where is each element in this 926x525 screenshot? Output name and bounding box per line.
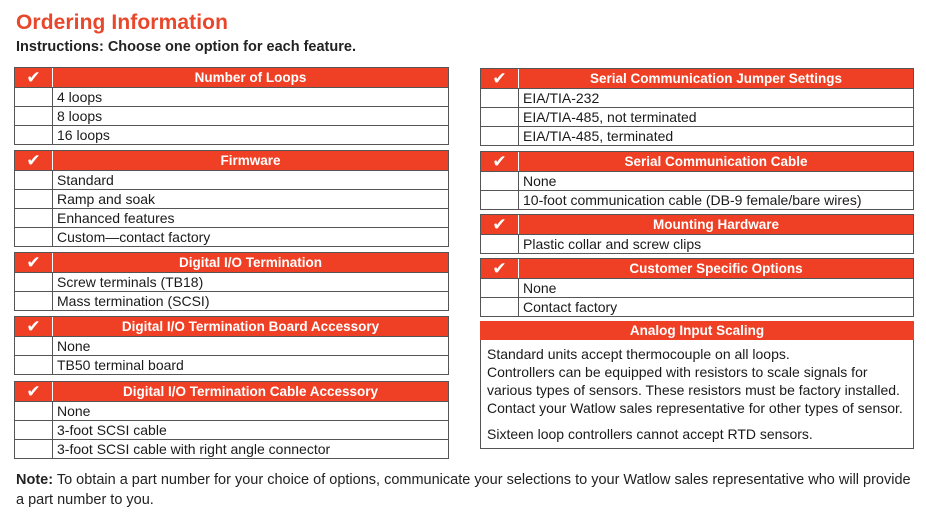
- option-label: TB50 terminal board: [57, 357, 184, 373]
- option-row[interactable]: [481, 278, 913, 297]
- option-label: EIA/TIA-232: [523, 90, 600, 106]
- option-row[interactable]: [15, 420, 448, 439]
- instructions-text: Instructions: Choose one option for each feature.: [16, 39, 356, 55]
- option-label: Screw terminals (TB18): [57, 274, 204, 290]
- option-label: 16 loops: [57, 127, 110, 143]
- option-row[interactable]: [15, 189, 448, 208]
- scaling-text: Sixteen loop controllers cannot accept RTD sensors.: [487, 426, 813, 442]
- check-icon: ✔: [15, 151, 53, 170]
- option-row[interactable]: [481, 234, 913, 253]
- option-label: None: [523, 173, 557, 189]
- option-label: 3-foot SCSI cable with right angle connector: [57, 441, 331, 457]
- checkbox[interactable]: [15, 292, 53, 310]
- check-icon: ✔: [15, 68, 53, 87]
- option-label: Mass termination (SCSI): [57, 293, 210, 309]
- option-row[interactable]: [481, 126, 913, 145]
- table-heading: Mounting Hardware: [652, 217, 779, 232]
- table-heading: Firmware: [220, 153, 281, 168]
- option-row[interactable]: [15, 272, 448, 291]
- option-row[interactable]: [15, 355, 448, 374]
- note-text: To obtain a part number for your choice of options, communicate your selections to your Watlow sales representative who will provide a part number to you.: [16, 472, 911, 508]
- checkbox[interactable]: [15, 228, 53, 246]
- check-icon: ✔: [15, 253, 53, 272]
- checkbox[interactable]: [481, 279, 519, 297]
- checkbox[interactable]: [15, 440, 53, 458]
- option-row[interactable]: [15, 291, 448, 310]
- option-row[interactable]: [15, 170, 448, 189]
- table-heading: Serial Communication Cable: [624, 154, 808, 169]
- checkbox[interactable]: [15, 356, 53, 374]
- table-heading: Digital I/O Termination Board Accessory: [121, 319, 380, 334]
- table-heading: Analog Input Scaling: [480, 321, 914, 340]
- option-label: None: [57, 403, 91, 419]
- option-row[interactable]: [481, 107, 913, 126]
- table-cable-accessory: [14, 381, 449, 459]
- option-row[interactable]: [481, 297, 913, 316]
- checkbox[interactable]: [15, 209, 53, 227]
- analog-input-scaling-panel: [480, 321, 914, 449]
- option-row[interactable]: [15, 208, 448, 227]
- option-row[interactable]: [481, 88, 913, 107]
- option-label: EIA/TIA-485, terminated: [523, 128, 674, 144]
- table-heading: Digital I/O Termination: [178, 255, 322, 270]
- table-heading: Serial Communication Jumper Settings: [589, 71, 843, 86]
- checkbox[interactable]: [481, 191, 519, 209]
- checkbox[interactable]: [15, 337, 53, 355]
- check-icon: ✔: [481, 69, 519, 88]
- checkbox[interactable]: [15, 190, 53, 208]
- option-label: Standard: [57, 172, 114, 188]
- scaling-text: Controllers can be equipped with resistors to scale signals for: [487, 364, 868, 380]
- checkbox[interactable]: [15, 273, 53, 291]
- option-row[interactable]: [15, 439, 448, 458]
- scaling-text: Contact your Watlow sales representative for other types of sensor.: [487, 400, 903, 416]
- option-row[interactable]: [15, 125, 448, 144]
- checkbox[interactable]: [15, 171, 53, 189]
- option-label: Enhanced features: [57, 210, 175, 226]
- checkbox[interactable]: [481, 298, 519, 316]
- table-serial-jumper-settings: [480, 68, 914, 146]
- page-title: Ordering Information: [16, 11, 228, 34]
- option-label: EIA/TIA-485, not terminated: [523, 109, 697, 125]
- scaling-text: various types of sensors. These resistors must be factory installed.: [487, 382, 900, 398]
- table-customer-options: [480, 258, 914, 317]
- checkbox[interactable]: [481, 89, 519, 107]
- check-icon: ✔: [481, 152, 519, 171]
- checkbox[interactable]: [15, 402, 53, 420]
- check-icon: ✔: [15, 382, 53, 401]
- table-heading: Number of Loops: [194, 70, 307, 85]
- table-digital-io-termination: [14, 252, 449, 311]
- check-icon: ✔: [481, 259, 519, 278]
- option-label: 3-foot SCSI cable: [57, 422, 167, 438]
- option-label: 10-foot communication cable (DB-9 female/bare wires): [523, 192, 862, 208]
- option-label: 8 loops: [57, 108, 103, 124]
- table-serial-cable: [480, 151, 914, 210]
- table-mounting-hardware: [480, 214, 914, 254]
- option-label: None: [57, 338, 91, 354]
- table-firmware: [14, 150, 449, 247]
- checkbox[interactable]: [15, 421, 53, 439]
- option-label: Custom—contact factory: [57, 229, 211, 245]
- option-label: Ramp and soak: [57, 191, 156, 207]
- checkbox[interactable]: [481, 235, 519, 253]
- note-label: Note:: [16, 472, 54, 488]
- table-board-accessory: [14, 316, 449, 375]
- scaling-text: Standard units accept thermocouple on all loops.: [487, 346, 790, 362]
- checkbox[interactable]: [481, 108, 519, 126]
- check-icon: ✔: [15, 317, 53, 336]
- option-label: Contact factory: [523, 299, 618, 315]
- option-label: 4 loops: [57, 89, 103, 105]
- check-icon: ✔: [481, 215, 519, 234]
- option-row[interactable]: [15, 106, 448, 125]
- table-number-of-loops: [14, 67, 449, 145]
- option-label: None: [523, 280, 557, 296]
- option-row[interactable]: [481, 171, 913, 190]
- option-row[interactable]: [481, 190, 913, 209]
- table-heading: Digital I/O Termination Cable Accessory: [122, 384, 379, 399]
- option-row[interactable]: [15, 401, 448, 420]
- option-row[interactable]: [15, 87, 448, 106]
- option-row[interactable]: [15, 227, 448, 246]
- footer-note: [16, 470, 916, 510]
- option-label: Plastic collar and screw clips: [523, 236, 702, 252]
- table-heading: Customer Specific Options: [629, 261, 803, 276]
- checkbox[interactable]: [481, 127, 519, 145]
- checkbox[interactable]: [15, 107, 53, 125]
- checkbox[interactable]: [15, 88, 53, 106]
- checkbox[interactable]: [15, 126, 53, 144]
- option-row[interactable]: [15, 336, 448, 355]
- checkbox[interactable]: [481, 172, 519, 190]
